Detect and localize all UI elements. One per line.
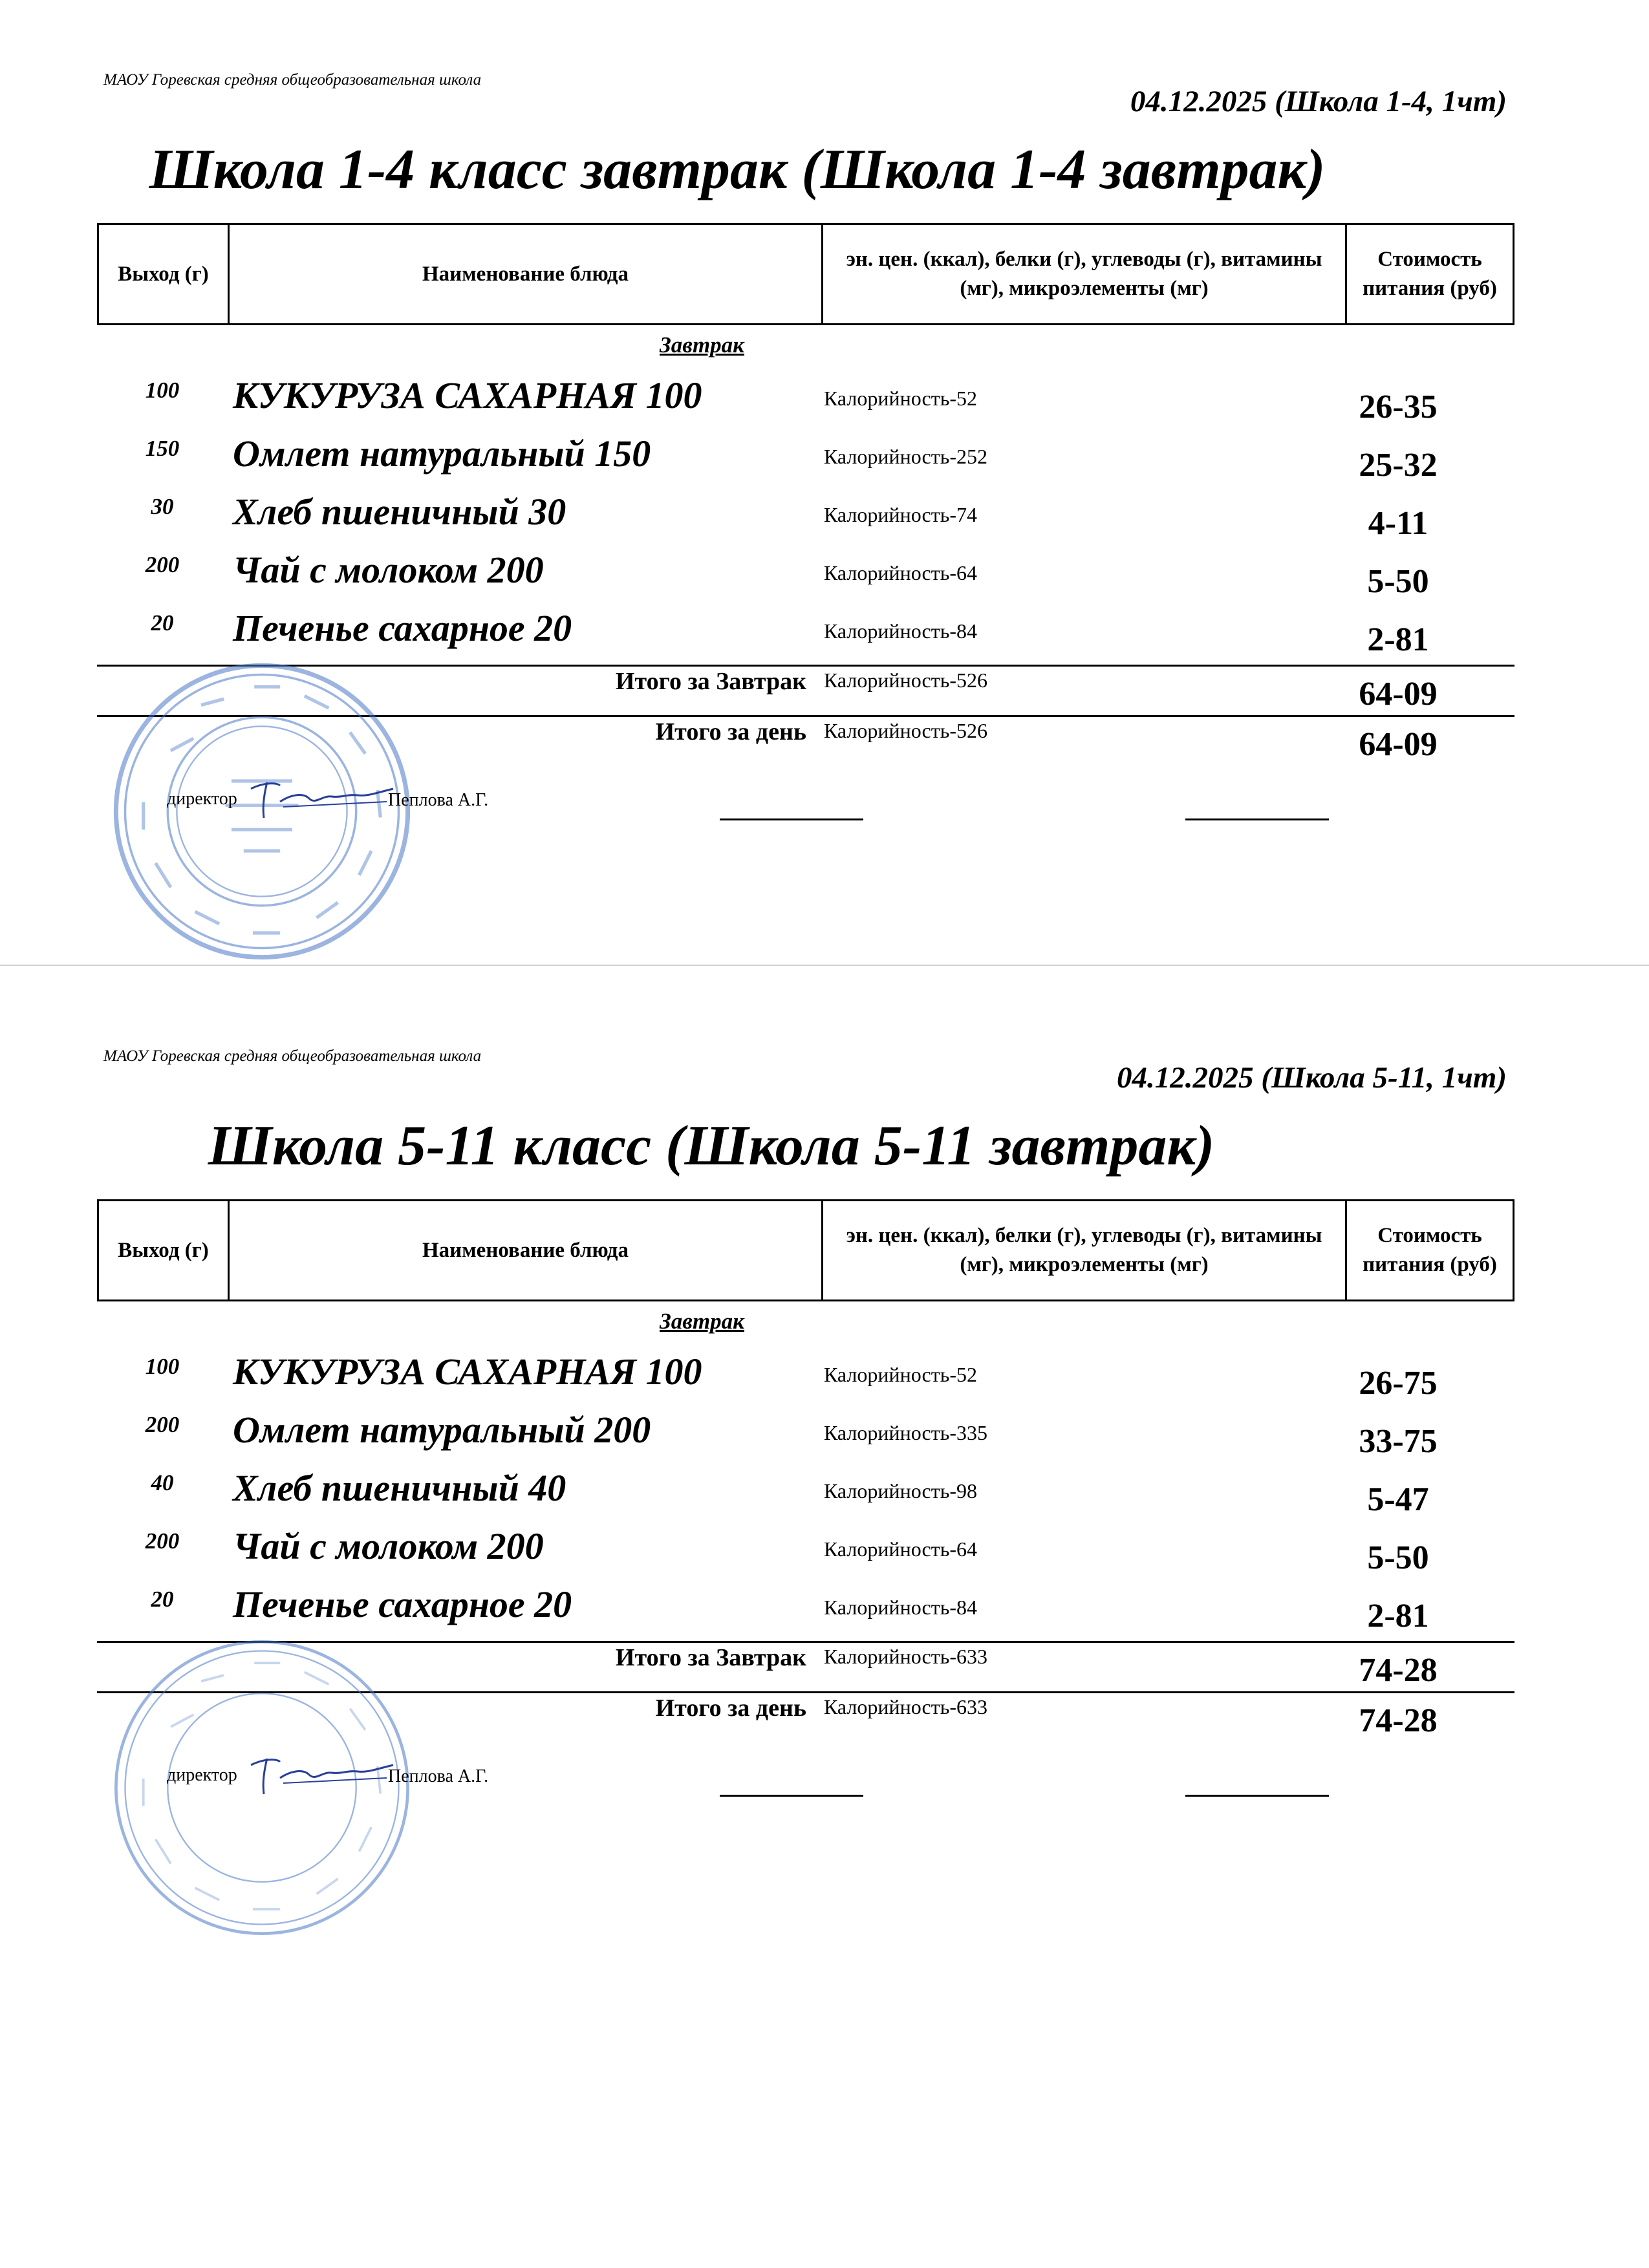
row-yield: 150 <box>145 436 180 461</box>
header-nutrition: эн. цен. (ккал), белки (г), углеводы (г), витамины (мг), микроэлементы (мг) <box>823 225 1347 323</box>
page-title: Школа 5-11 класс (Школа 5-11 завтрак) <box>208 1115 1215 1177</box>
total-day-cost: 74-28 <box>1359 1702 1438 1739</box>
row-cost: 4-11 <box>1368 505 1428 542</box>
table-header <box>97 223 1514 325</box>
row-yield: 200 <box>145 552 180 577</box>
header-yield: Выход (г) <box>99 1201 230 1300</box>
row-dish-name: Печенье сахарное 20 <box>233 1583 572 1625</box>
row-dish-name: КУКУРУЗА САХАРНАЯ 100 <box>233 1351 702 1393</box>
row-nutrition: Калорийность-84 <box>824 1596 977 1619</box>
row-dish-name: Омлет натуральный 150 <box>233 433 651 475</box>
row-nutrition: Калорийность-64 <box>824 1537 977 1561</box>
header-cost: Стоимость питания (руб) <box>1363 1224 1497 1276</box>
row-cost: 2-81 <box>1367 621 1429 658</box>
director-name: Пеплова А.Г. <box>388 790 489 810</box>
row-nutrition: Калорийность-64 <box>824 561 977 584</box>
row-nutrition: Калорийность-252 <box>824 445 987 468</box>
table-row <box>97 1583 1514 1641</box>
row-cost: 26-75 <box>1359 1365 1438 1402</box>
row-yield: 100 <box>145 1354 180 1379</box>
table-row <box>97 548 1514 606</box>
sheet-divider <box>0 965 1649 966</box>
section-title: Завтрак <box>660 1309 744 1334</box>
row-nutrition: Калорийность-84 <box>824 619 977 643</box>
total-meal-label: Итого за Завтрак <box>615 1644 806 1671</box>
header-dish-name: Наименование блюда <box>230 1201 823 1300</box>
row-yield: 100 <box>145 378 180 403</box>
total-day-label: Итого за день <box>655 718 806 745</box>
director-label: директор <box>167 1765 237 1785</box>
row-nutrition: Калорийность-52 <box>824 387 977 410</box>
table-row <box>97 432 1514 490</box>
total-meal-cost: 64-09 <box>1359 676 1438 712</box>
row-yield: 200 <box>145 1528 180 1554</box>
table-row <box>97 490 1514 548</box>
total-day-nutrition: Калорийность-633 <box>824 1695 987 1718</box>
row-nutrition: Калорийность-74 <box>824 503 977 526</box>
date-label: 04.12.2025 (Школа 5-11, 1чт) <box>1117 1061 1507 1095</box>
row-cost: 33-75 <box>1359 1423 1438 1460</box>
director-label: директор <box>167 789 237 809</box>
row-cost: 5-47 <box>1367 1481 1429 1518</box>
row-nutrition: Калорийность-98 <box>824 1479 977 1503</box>
table-row <box>97 374 1514 432</box>
row-yield: 200 <box>145 1412 180 1437</box>
row-yield: 20 <box>151 610 174 636</box>
signature-blank-line <box>1185 818 1329 820</box>
table-row <box>97 1524 1514 1583</box>
row-cost: 26-35 <box>1359 389 1438 425</box>
header-nutrition: эн. цен. (ккал), белки (г), углеводы (г), витамины (мг), микроэлементы (мг) <box>823 1201 1347 1300</box>
total-meal-nutrition: Калорийность-633 <box>824 1645 987 1668</box>
signature-blank-line <box>720 818 863 820</box>
row-nutrition: Калорийность-52 <box>824 1363 977 1386</box>
total-day-nutrition: Калорийность-526 <box>824 719 987 742</box>
row-dish-name: Хлеб пшеничный 30 <box>233 491 566 533</box>
row-dish-name: Чай с молоком 200 <box>233 1525 544 1567</box>
director-name: Пеплова А.Г. <box>388 1766 489 1786</box>
row-cost: 2-81 <box>1367 1598 1429 1634</box>
row-dish-name: Печенье сахарное 20 <box>233 607 572 649</box>
header-yield: Выход (г) <box>99 225 230 323</box>
section-title: Завтрак <box>660 332 744 358</box>
signature-blank-line <box>1185 1795 1329 1797</box>
total-day-label: Итого за день <box>655 1695 806 1722</box>
school-name: МАОУ Горевская средняя общеобразовательная школа <box>103 71 482 89</box>
row-yield: 20 <box>151 1587 174 1612</box>
header-dish-name: Наименование блюда <box>230 225 823 323</box>
row-dish-name: КУКУРУЗА САХАРНАЯ 100 <box>233 374 702 416</box>
school-name: МАОУ Горевская средняя общеобразовательная школа <box>103 1047 482 1065</box>
header-cost: Стоимость питания (руб) <box>1363 248 1497 300</box>
row-dish-name: Хлеб пшеничный 40 <box>233 1467 566 1509</box>
row-dish-name: Чай с молоком 200 <box>233 549 544 591</box>
table-row <box>97 1408 1514 1466</box>
table-row <box>97 1466 1514 1524</box>
signature-blank-line <box>720 1795 863 1797</box>
table-row <box>97 1350 1514 1408</box>
row-cost: 5-50 <box>1367 1539 1429 1576</box>
total-meal-label: Итого за Завтрак <box>615 668 806 695</box>
total-meal-cost: 74-28 <box>1359 1652 1438 1689</box>
table-row <box>97 606 1514 665</box>
row-cost: 25-32 <box>1359 447 1438 484</box>
row-dish-name: Омлет натуральный 200 <box>233 1409 651 1451</box>
row-yield: 40 <box>151 1470 174 1495</box>
total-meal-nutrition: Калорийность-526 <box>824 669 987 692</box>
total-day-cost: 64-09 <box>1359 726 1438 763</box>
row-yield: 30 <box>151 494 174 519</box>
signature-icon <box>244 1739 400 1801</box>
row-nutrition: Калорийность-335 <box>824 1421 987 1444</box>
date-label: 04.12.2025 (Школа 1-4, 1чт) <box>1130 85 1507 118</box>
signature-icon <box>244 763 400 824</box>
table-header <box>97 1199 1514 1301</box>
page-title: Школа 1-4 класс завтрак (Школа 1-4 завтрак) <box>149 138 1326 201</box>
row-cost: 5-50 <box>1367 563 1429 600</box>
